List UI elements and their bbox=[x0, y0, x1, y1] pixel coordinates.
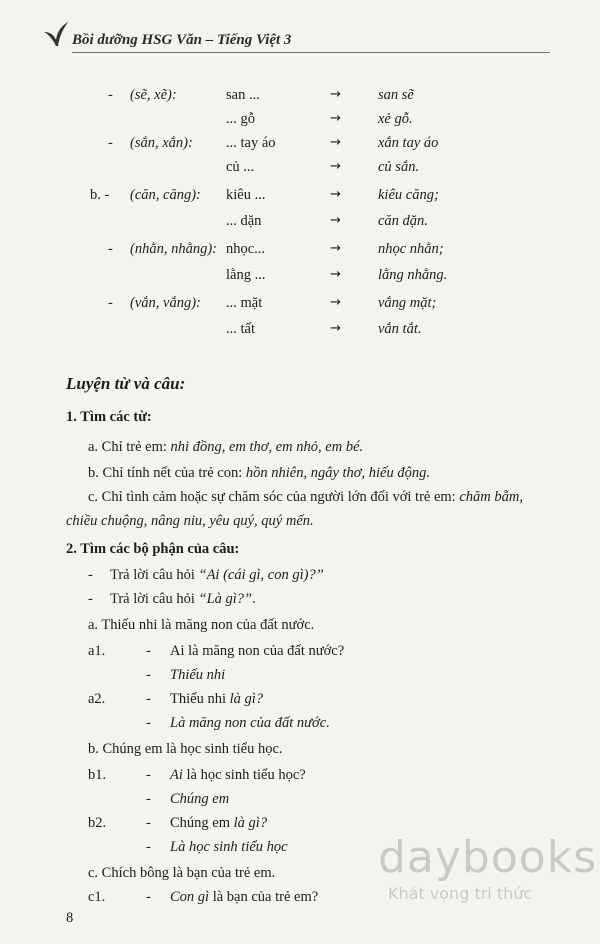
pair-word: ... dặn bbox=[226, 213, 262, 229]
q2-c1-question: - Con gì là bạn của trẻ em? bbox=[146, 889, 319, 905]
pair-label: (vắn, vắng): bbox=[130, 295, 201, 311]
question-1-heading: 1. Tìm các từ: bbox=[66, 409, 152, 425]
pair-result: xẻ gỗ. bbox=[378, 111, 413, 127]
pair-prefix: - bbox=[108, 295, 113, 311]
pair-result: san sẽ bbox=[378, 87, 414, 103]
pair-word: kiêu ... bbox=[226, 187, 266, 203]
q2-a2-label: a2. bbox=[88, 691, 106, 707]
arrow-icon: → bbox=[330, 111, 341, 126]
arrow-icon: → bbox=[330, 159, 341, 174]
pair-word: ... gỗ bbox=[226, 111, 255, 127]
q1-item-c bbox=[88, 488, 523, 506]
pair-result: lằng nhằng. bbox=[378, 267, 448, 283]
pair-prefix: - bbox=[108, 241, 113, 257]
pair-result: kiêu căng; bbox=[378, 187, 439, 203]
section-title: Luyện từ và câu: bbox=[66, 374, 186, 393]
q2-b1-label: b1. bbox=[88, 767, 107, 783]
q2-b2-question: - Chúng em là gì? bbox=[146, 815, 268, 831]
pair-word: ... tay áo bbox=[226, 135, 276, 151]
pair-word: lằng ... bbox=[226, 267, 266, 283]
q2-a2-question: - Thiếu nhi là gì? bbox=[146, 691, 264, 707]
q1-c-answer-2: chiều chuộng, nâng niu, yêu quý, quý mến. bbox=[66, 513, 314, 529]
q2-a1-answer: - Thiếu nhi bbox=[146, 667, 226, 683]
pair-result: vắng mặt; bbox=[378, 295, 437, 311]
q1-a-answer: nhi đồng, em thơ, em nhỏ, em bé. bbox=[170, 439, 364, 455]
q1-item-a bbox=[88, 438, 363, 456]
q1-a-label: a. Chỉ trẻ em: bbox=[88, 439, 171, 455]
pair-result: củ sắn. bbox=[378, 159, 420, 175]
header-title: Bồi dưỡng HSG Văn – Tiếng Việt 3 bbox=[72, 32, 292, 48]
header-rule bbox=[72, 52, 550, 53]
q2-a1-label: a1. bbox=[88, 643, 106, 659]
pair-label: (nhằn, nhằng): bbox=[130, 241, 217, 257]
leaf-ornament-icon bbox=[42, 20, 70, 48]
pair-result: căn dặn. bbox=[378, 213, 428, 229]
pair-label: (căn, căng): bbox=[130, 187, 201, 203]
q2-sentence-c: c. Chích bông là bạn của trẻ em. bbox=[88, 865, 276, 881]
arrow-icon: → bbox=[330, 267, 341, 282]
pair-word: san ... bbox=[226, 87, 260, 103]
q2-a2-answer: - Là măng non của đất nước. bbox=[146, 715, 330, 731]
watermark bbox=[378, 832, 598, 932]
q1-b-answer: hồn nhiên, ngây thơ, hiếu động. bbox=[245, 465, 430, 481]
pair-prefix: - bbox=[108, 135, 113, 151]
watermark-brand: daybooks bbox=[378, 832, 598, 883]
q2-sentence-a: a. Thiếu nhi là măng non của đất nước. bbox=[88, 617, 315, 633]
pair-result: nhọc nhằn; bbox=[378, 241, 444, 257]
arrow-icon: → bbox=[330, 321, 341, 336]
q2-b1-question: - Ai là học sinh tiểu học? bbox=[146, 767, 306, 783]
arrow-icon: → bbox=[330, 241, 341, 256]
q1-c-answer-1: chăm bẵm, bbox=[459, 489, 523, 505]
pair-word: nhọc... bbox=[226, 241, 266, 257]
q2-bullet-2: - Trả lời câu hỏi “Là gì?”. bbox=[88, 591, 256, 607]
page-number: 8 bbox=[66, 910, 74, 926]
arrow-icon: → bbox=[330, 187, 341, 202]
arrow-icon: → bbox=[330, 213, 341, 228]
q2-sentence-b: b. Chúng em là học sinh tiểu học. bbox=[88, 741, 283, 757]
pair-prefix: b. - bbox=[90, 187, 110, 203]
watermark-tagline: Khát vọng tri thức bbox=[388, 884, 533, 903]
running-header bbox=[72, 32, 540, 49]
q2-b2-answer: - Là học sinh tiểu học bbox=[146, 839, 288, 855]
q2-b1-answer: - Chúng em bbox=[146, 791, 230, 807]
q1-c-label: c. Chỉ tình cảm hoặc sự chăm sóc của người lớn đối với trẻ em: bbox=[88, 489, 460, 505]
q1-item-b bbox=[88, 464, 430, 482]
pair-label: (sẽ, xẽ): bbox=[130, 87, 177, 103]
q2-a1-question: - Ai là măng non của đất nước? bbox=[146, 643, 345, 659]
q1-b-label: b. Chỉ tính nết của trẻ con: bbox=[88, 465, 246, 481]
q2-b2-label: b2. bbox=[88, 815, 107, 831]
pair-result: vắn tắt. bbox=[378, 321, 422, 337]
arrow-icon: → bbox=[330, 295, 341, 310]
pair-label: (sắn, xắn): bbox=[130, 135, 193, 151]
pair-prefix: - bbox=[108, 87, 113, 103]
pair-result: xắn tay áo bbox=[378, 135, 439, 151]
pair-word: ... tất bbox=[226, 321, 255, 337]
q2-bullet-1: - Trả lời câu hỏi “Ai (cái gì, con gì)?” bbox=[88, 567, 324, 583]
arrow-icon: → bbox=[330, 87, 341, 102]
pair-word: ... mặt bbox=[226, 295, 263, 311]
pair-word: củ ... bbox=[226, 159, 255, 175]
question-2-heading: 2. Tìm các bộ phận của câu: bbox=[66, 541, 240, 557]
q2-c1-label: c1. bbox=[88, 889, 106, 905]
arrow-icon: → bbox=[330, 135, 341, 150]
